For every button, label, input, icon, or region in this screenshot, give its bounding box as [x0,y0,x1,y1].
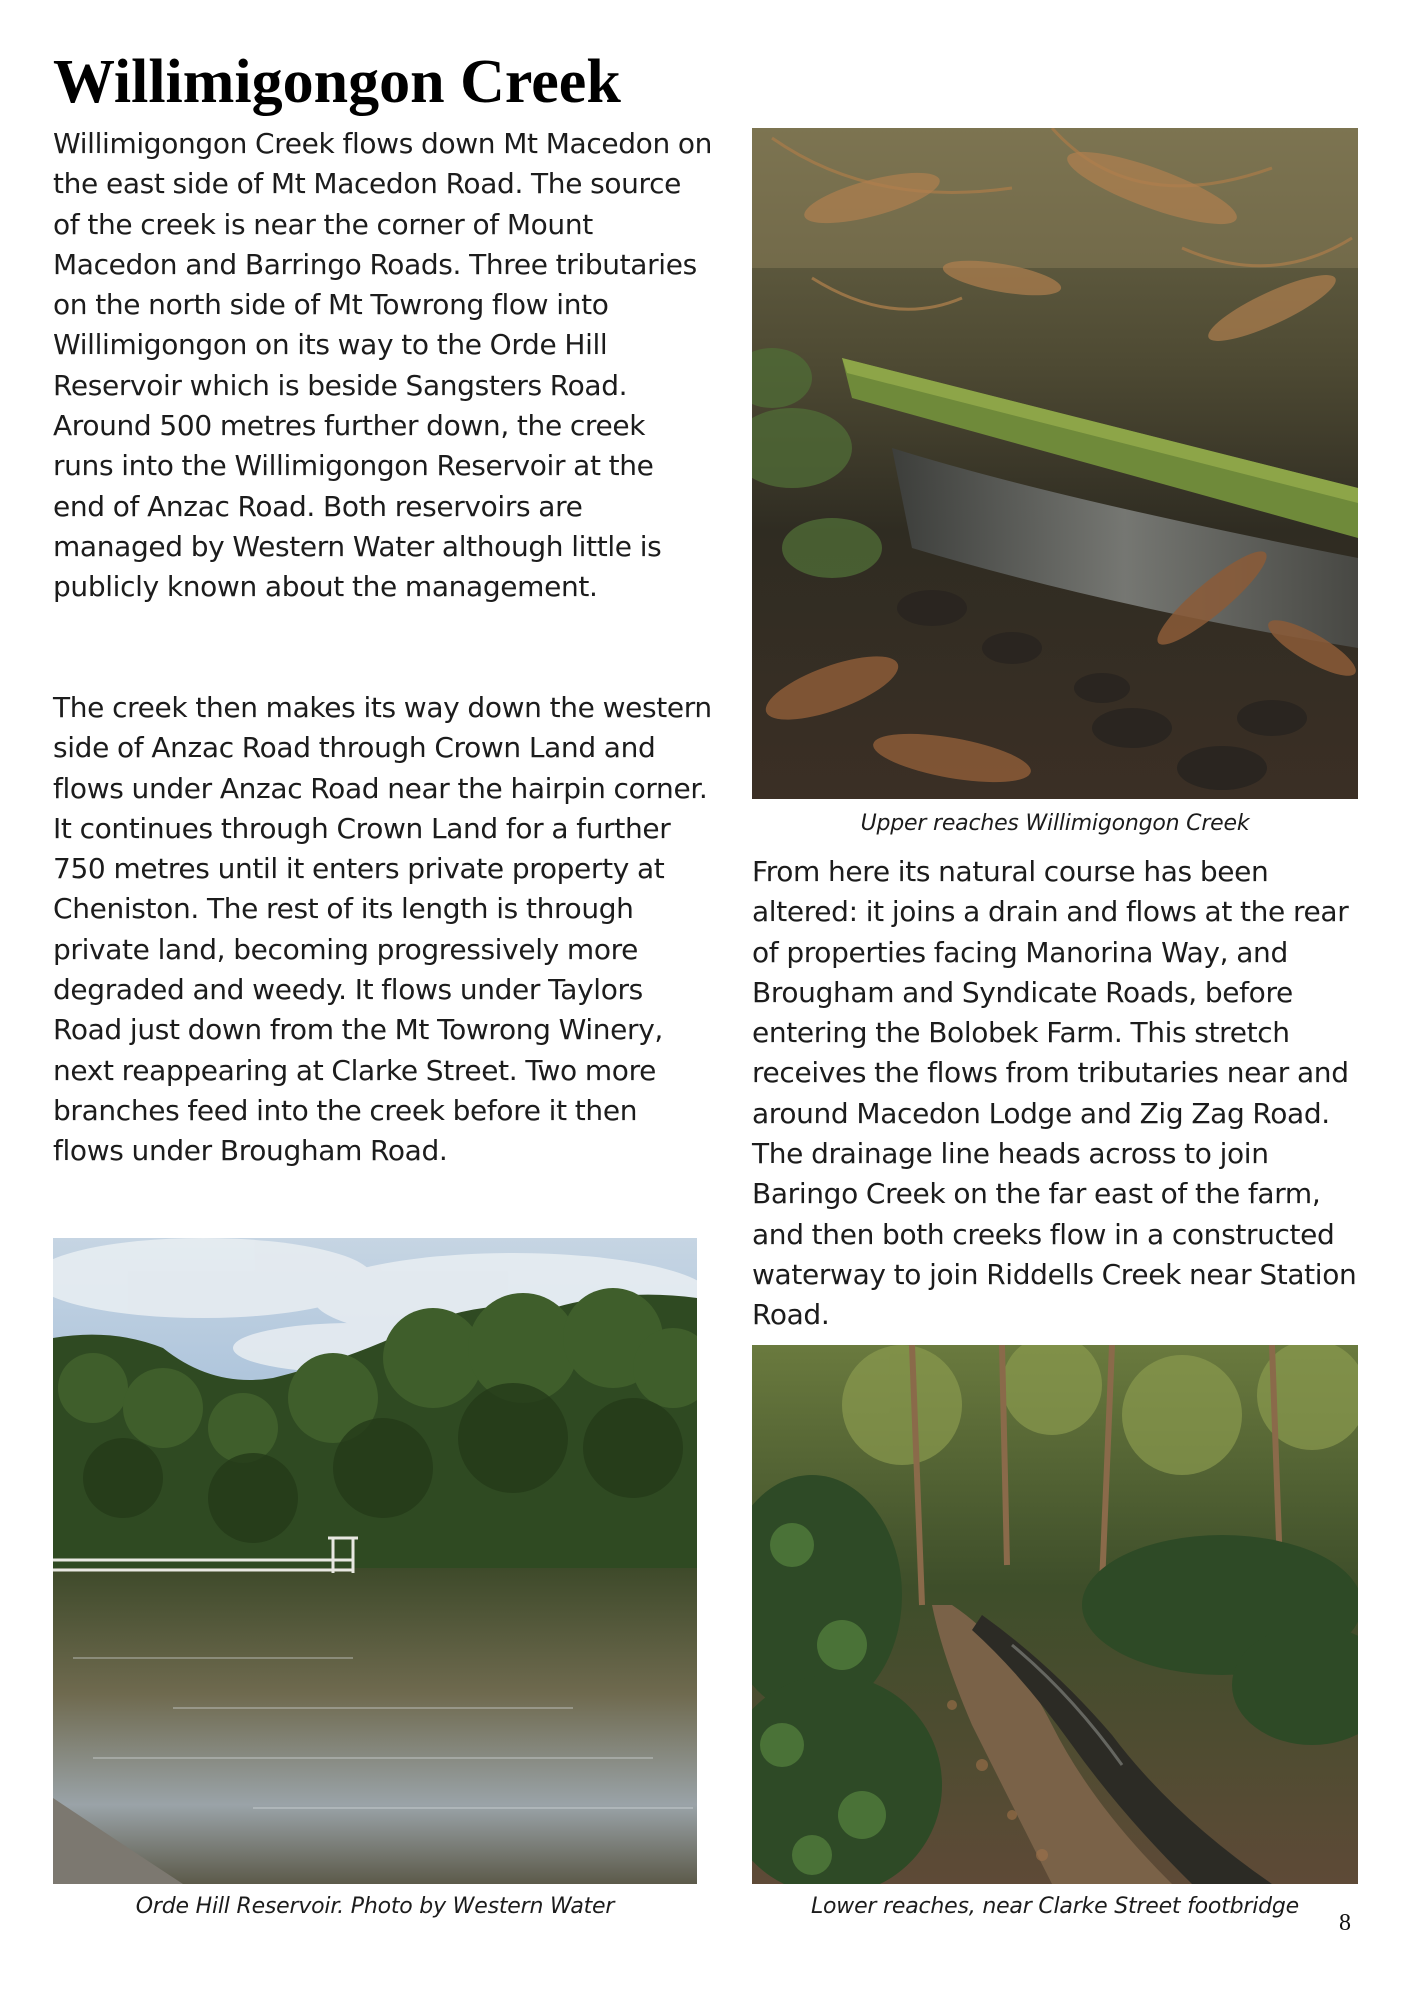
page-title: Willimigongon Creek [53,48,621,116]
orde-hill-reservoir-photo [53,1238,697,1884]
orde-hill-reservoir-caption: Orde Hill Reservoir. Photo by Western Water [135,1894,615,1919]
paragraph-creek-course: The creek then makes its way down the western side of Anzac Road through Crown Land and flows under Anzac Road near the hairpin corner. It continues through Crown Land for a further 750 metres until it enters private property at Cheniston. The rest of its length is through private land, becoming progressively more degraded and weedy. It flows under Taylors Road just down from the Mt Towrong Winery, next reappearing at Clarke Street. Two more branches feed into the creek before it then flows under Brougham Road. [53,691,712,1168]
lower-reaches-photo [752,1345,1358,1884]
upper-reaches-caption: Upper reaches Willimigongon Creek [860,811,1250,836]
upper-reaches-photo [752,128,1358,799]
lower-reaches-caption: Lower reaches, near Clarke Street footbridge [810,1894,1300,1919]
paragraph-creek-lower-course: From here its natural course has been altered: it joins a drain and flows at the rear of properties facing Manorina Way, and Brougham and Syndicate Roads, before entering the Bolobek Farm. This stretch receives the flows from tributaries near and around Macedon Lodge and Zig Zag Road. The drainage line heads across to join Baringo Creek on the far east of the farm, and then both creeks flow in a constructed waterway to join Riddells Creek near Station Road. [752,855,1357,1332]
page-number: 8 [1339,1910,1351,1936]
paragraph-creek-source: Willimigongon Creek flows down Mt Macedon on the east side of Mt Macedon Road. The source of the creek is near the corner of Mount Macedon and Barringo Roads. Three tributaries on the north side of Mt Towrong flow into Willimigongon on its way to the Orde Hill Reservoir which is beside Sangsters Road. Around 500 metres further down, the creek runs into the Willimigongon Reservoir at the end of Anzac Road. Both reservoirs are managed by Western Water although little is publicly known about the management. [53,127,713,604]
